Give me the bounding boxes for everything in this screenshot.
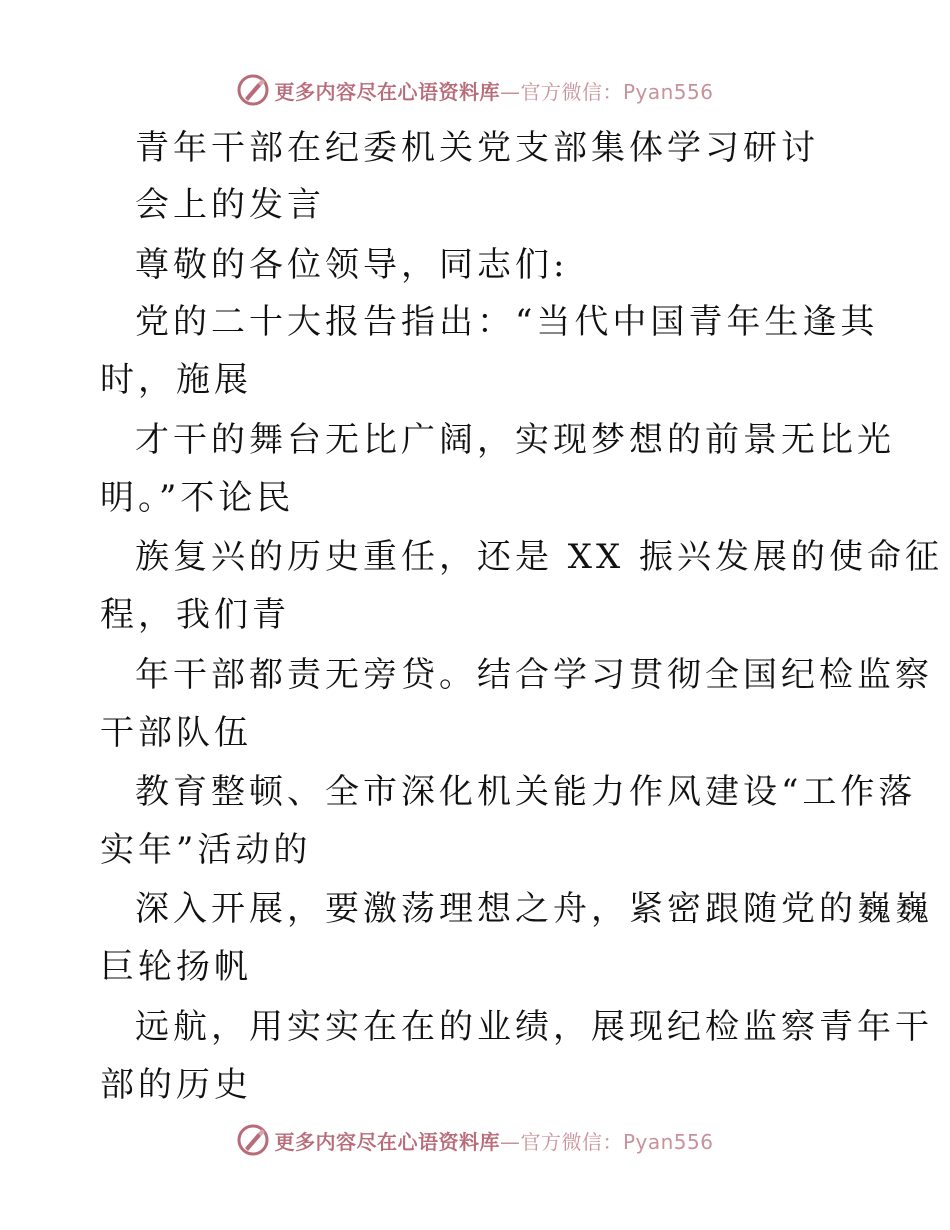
paragraph-line: 巨轮扬帆 — [100, 947, 252, 987]
document-title-line-1: 青年干部在纪委机关党支部集体学习研讨 — [135, 128, 819, 168]
paragraph-line: 年干部都责无旁贷。结合学习贯彻全国纪检监察 — [135, 655, 933, 695]
paragraph-line: 族复兴的历史重任，还是 XX 振兴发展的使命征 — [135, 537, 944, 577]
paragraph-line: 部的历史 — [100, 1065, 252, 1105]
document-title-line-2: 会上的发言 — [135, 185, 325, 225]
footer-watermark — [0, 1120, 950, 1160]
watermark-wechat: —官方微信：Pyan556 — [499, 79, 714, 104]
paragraph-line: 远航，用实实在在的业绩，展现纪检监察青年干 — [135, 1007, 933, 1047]
paragraph-line: 明。”不论民 — [100, 478, 295, 518]
paragraph-line: 实年”活动的 — [100, 830, 312, 870]
watermark-text — [274, 1126, 713, 1155]
paragraph-line: 教育整顿、全市深化机关能力作风建设“工作落 — [135, 772, 917, 812]
paragraph-line: 才干的舞台无比广阔，实现梦想的前景无比光 — [135, 420, 895, 460]
watermark-wechat: —官方微信：Pyan556 — [499, 1129, 714, 1154]
watermark-brand: 更多内容尽在心语资料库 — [274, 1129, 500, 1154]
watermark-brand: 更多内容尽在心语资料库 — [274, 79, 500, 104]
paragraph-line: 深入开展，要激荡理想之舟，紧密跟随党的巍巍 — [135, 889, 933, 929]
paragraph-line: 程，我们青 — [100, 595, 290, 635]
paragraph-line: 党的二十大报告指出：“当代中国青年生逢其 — [135, 302, 879, 342]
pen-logo-icon — [236, 1123, 270, 1157]
paragraph-line: 干部队伍 — [100, 713, 252, 753]
salutation: 尊敬的各位领导，同志们: — [135, 245, 569, 285]
paragraph-line: 时，施展 — [100, 360, 252, 400]
